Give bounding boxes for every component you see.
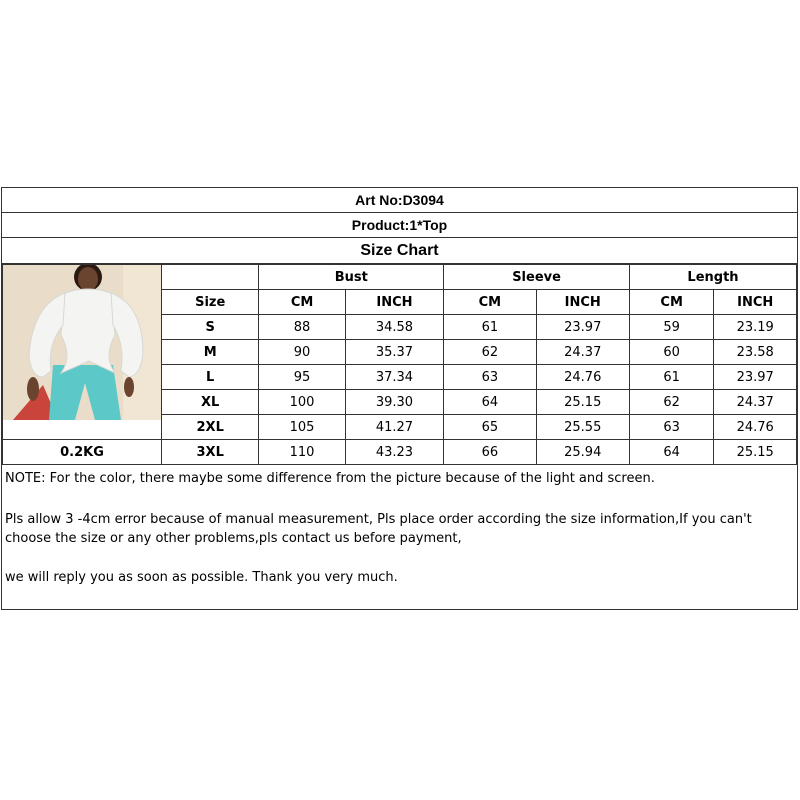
length-inch-cell: 23.19 [714,315,797,340]
sleeve-cm-cell: 63 [444,365,536,390]
length-inch-cell: 23.97 [714,365,797,390]
size-table [2,264,797,465]
length-cm-cell: 59 [629,315,713,340]
measurement-note: Pls allow 3 -4cm error because of manual measurement, Pls place order according the size information,If you can't choose the size or any other problems,pls contact us before payment, [5,512,752,546]
bust-cm-cell: 90 [259,340,345,365]
size-cell: S [162,315,259,340]
size-cell: 3XL [162,440,259,465]
length-cm-cell: 62 [629,390,713,415]
sleeve-inch-cell: 25.15 [536,390,629,415]
length-cm-cell: 60 [629,340,713,365]
group-header-row [3,265,797,290]
sleeve-inch-cell: 24.76 [536,365,629,390]
bust-inch-cell: 37.34 [345,365,443,390]
product-photo [3,265,162,440]
bust-cm-cell: 88 [259,315,345,340]
table-row [3,440,797,465]
sleeve-cm-cell: 65 [444,415,536,440]
model-image [3,265,161,420]
bust-inch-header: INCH [345,290,443,315]
bust-inch-cell: 34.58 [345,315,443,340]
length-cm-header: CM [629,290,713,315]
bust-cm-header: CM [259,290,345,315]
product-label: Product:1*Top [2,213,797,238]
length-inch-cell: 24.37 [714,390,797,415]
bust-inch-cell: 39.30 [345,390,443,415]
sleeve-inch-cell: 24.37 [536,340,629,365]
size-col-spacer [162,265,259,290]
size-column-header: Size [162,290,259,315]
sleeve-cm-cell: 64 [444,390,536,415]
bust-cm-cell: 95 [259,365,345,390]
sleeve-inch-cell: 23.97 [536,315,629,340]
length-inch-cell: 24.76 [714,415,797,440]
bust-inch-cell: 43.23 [345,440,443,465]
bust-cm-cell: 110 [259,440,345,465]
length-inch-cell: 23.58 [714,340,797,365]
bust-inch-cell: 41.27 [345,415,443,440]
size-cell: M [162,340,259,365]
color-note: NOTE: For the color, there maybe some difference from the picture because of the light and screen. [5,471,655,486]
size-cell: XL [162,390,259,415]
bust-inch-cell: 35.37 [345,340,443,365]
length-group-header: Length [629,265,796,290]
art-number-title: Art No:D3094 [2,188,797,213]
sleeve-cm-cell: 66 [444,440,536,465]
bust-cm-cell: 100 [259,390,345,415]
length-inch-cell: 25.15 [714,440,797,465]
sleeve-inch-cell: 25.94 [536,440,629,465]
size-chart-heading: Size Chart [2,238,797,264]
size-chart-sheet [1,187,798,610]
size-cell: L [162,365,259,390]
bust-group-header: Bust [259,265,444,290]
length-inch-header: INCH [714,290,797,315]
length-cm-cell: 61 [629,365,713,390]
sleeve-cm-cell: 62 [444,340,536,365]
length-cm-cell: 64 [629,440,713,465]
bust-cm-cell: 105 [259,415,345,440]
sleeve-cm-cell: 61 [444,315,536,340]
sleeve-inch-header: INCH [536,290,629,315]
length-cm-cell: 63 [629,415,713,440]
sleeve-cm-header: CM [444,290,536,315]
sleeve-group-header: Sleeve [444,265,630,290]
sleeve-inch-cell: 25.55 [536,415,629,440]
size-cell: 2XL [162,415,259,440]
reply-note: we will reply you as soon as possible. Thank you very much. [5,570,398,585]
weight-cell: 0.2KG [3,440,162,465]
